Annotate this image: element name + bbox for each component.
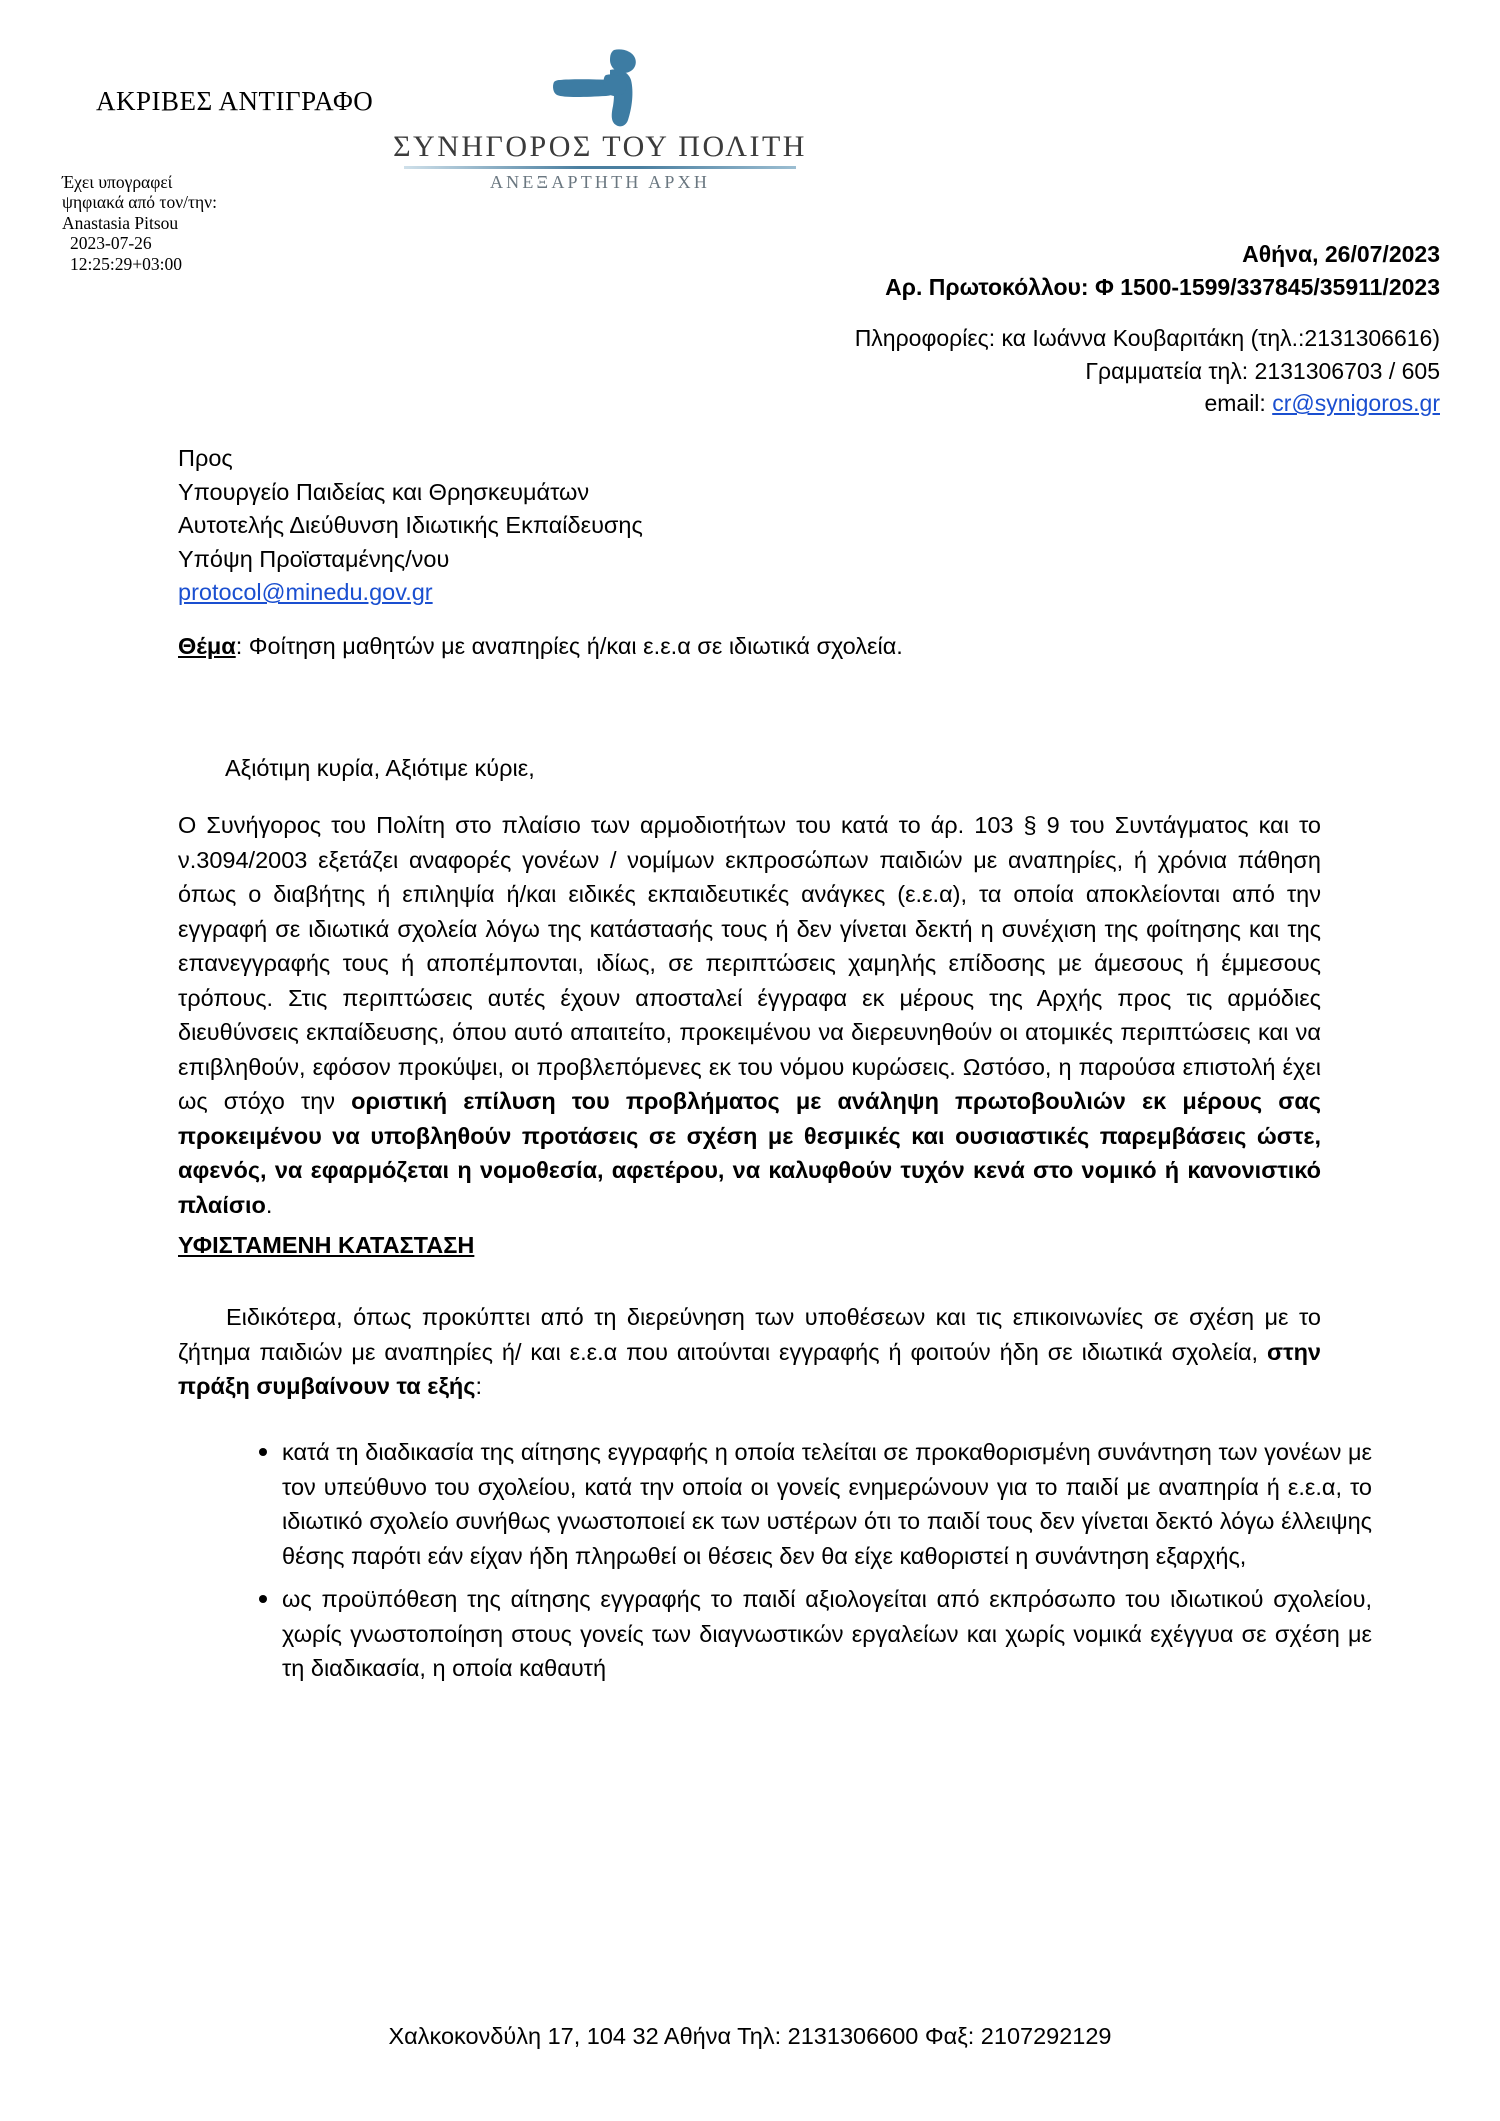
page-footer: Χαλκοκονδύλη 17, 104 32 Αθήνα Τηλ: 2131306600 Φαξ: 2107292129: [388, 2023, 1112, 2049]
list-item: • ως προϋπόθεση της αίτησης εγγραφής το παιδί αξιολογείται από εκπρόσωπο του ιδιωτικού σχολείου, χωρίς γνωστοποίηση στους γονείς των διαγνωστικών εργαλείων και χωρίς νομικά εχέγγυα σε σχέση με τη διαδικασία, η οποία καθαυτή: [282, 1579, 1372, 1686]
paragraph-2-emphasis: στην πράξη συμβαίνουν τα εξής: [178, 1338, 1321, 1400]
recipient-ministry: Υπουργείο Παιδείας και Θρησκευμάτων: [178, 478, 590, 505]
body-paragraph-2: [178, 1300, 1321, 1404]
section-heading-current-situation: ΥΦΙΣΤΑΜΕΝΗ ΚΑΤΑΣΤΑΣΗ: [178, 1232, 475, 1258]
signature-date: 2023-07-26: [70, 233, 152, 254]
protocol-number: Αρ. Πρωτοκόλλου: Φ 1500-1599/337845/35911/2023: [885, 274, 1440, 301]
salutation: Αξιότιμη κυρία, Αξιότιμε κύριε,: [225, 755, 535, 781]
logo-subtitle: ΑΝΕΞΑΡΤΗΤΗ ΑΡΧΗ: [489, 172, 711, 192]
digital-signature-block: [62, 172, 217, 274]
place-and-date: Αθήνα, 26/07/2023: [1242, 241, 1440, 267]
signature-signer-name: Anastasia Pitsou: [62, 212, 179, 233]
body-paragraph-1: [178, 808, 1321, 1222]
list-item: • κατά τη διαδικασία της αίτησης εγγραφής η οποία τελείται σε προκαθορισμένη συνάντηση των γονέων με τον υπεύθυνο του σχολείου, κατά την οποία οι γονείς ενημερώνουν για το παιδί με αναπηρία ή ε.ε.α, το ιδιωτικό σχολείο συνήθως γνωστοποιεί εκ των υστέρων ότι το παιδί τους δεν γίνεται δεκτό λόγω έλλειψης θέσης παρότι εάν είχαν ήδη πληρωθεί οι θέσεις δεν θα είχε καθοριστεί η συνάντηση εξαρχής,: [282, 1432, 1372, 1573]
logo-title: ΣΥΝΗΓΟΡΟΣ ΤΟΥ ΠΟΛΙΤΗ: [393, 130, 807, 163]
recipient-directorate: Αυτοτελής Διεύθυνση Ιδιωτικής Εκπαίδευσης: [178, 512, 643, 539]
email-label: email:: [1204, 390, 1273, 417]
recipient-email-link[interactable]: protocol@minedu.gov.gr: [178, 579, 433, 606]
email-line: [855, 387, 1440, 420]
paragraph-1-text-a: Ο Συνήγορος του Πολίτη στο πλαίσιο των αρμοδιοτήτων του κατά το άρ. 103 § 9 του Συντάγματος και το ν.3094/2003 εξετάζει αναφορές γονέων / νομίμων εκπροσώπων παιδιών με αναπηρίες, ή χρόνια πάθηση όπως ο διαβήτης ή επιληψία ή/και ειδικές εκπαιδευτικές ανάγκες (ε.ε.α), τα οποία αποκλείονται από την εγγραφή σε ιδιωτικά σχολεία λόγω της κατάστασής τους ή δεν γίνεται δεκτή η συνέχιση της φοίτησης και της επανεγγραφής τους ή αποπέμπονται, ιδίως, σε περιπτώσεις χαμηλής επίδοσης με άμεσους ή έμμεσους τρόπους. Στις περιπτώσεις αυτές έχουν αποσταλεί έγγραφα εκ μέρους της Αρχής προς τις αρμόδιες διευθύνσεις εκπαίδευσης, όπου αυτό απαιτείτο, προκειμένου να διερευνηθούν οι ατομικές περιπτώσεις και να επιβληθούν, εφόσον προκύψει, οι προβλεπόμενες εκ του νόμου κυρώσεις. Ωστόσο, η παρούσα επιστολή έχει ως στόχο την: [178, 812, 1321, 1115]
paragraph-1-text-b: .: [265, 1191, 273, 1218]
logo-divider: [404, 166, 796, 169]
organization-logo: [390, 48, 810, 193]
signature-line-1: Έχει υπογραφεί: [62, 172, 173, 192]
sender-email-link[interactable]: cr@synigoros.gr: [1272, 390, 1440, 417]
paragraph-1-emphasis: οριστική επίλυση του προβλήματος με ανάληψη πρωτοβουλιών εκ μέρους σας προκειμένου να υποβληθούν προτάσεις σε σχέση με θεσμικές και ουσιαστικές παρεμβάσεις ώστε, αφενός, να εφαρμόζεται η νομοθεσία, αφετέρου, να καλυφθούν τυχόν κενά στο νομικό ή κανονιστικό πλαίσιο: [178, 1088, 1321, 1218]
recipient-to-label: Προς: [178, 445, 233, 471]
recipient-block: [178, 442, 643, 610]
subject-label: Θέμα: [178, 633, 236, 659]
signature-time: 12:25:29+03:00: [70, 253, 182, 274]
subject-separator: :: [235, 633, 249, 659]
signature-line-2: ψηφιακά από τον/την:: [62, 192, 217, 213]
ombudsman-figure-icon: [540, 48, 660, 128]
paragraph-2-text-a: Ειδικότερα, όπως προκύπτει από τη διερεύνηση των υποθέσεων και τις επικοινωνίες σε σχέση με το ζήτημα παιδιών με αναπηρίες ή/ και ε.ε.α που αιτούνται εγγραφής ή φοιτούν ήδη σε ιδιωτικά σχολεία,: [178, 1304, 1321, 1365]
secretariat-phone-line: Γραμματεία τηλ: 2131306703 / 605: [1085, 357, 1440, 384]
document-meta: [885, 238, 1440, 305]
findings-bullet-list: [232, 1432, 1372, 1692]
contact-person-line: Πληροφορίες: κα Ιωάννα Κουβαριτάκη (τηλ.:2131306616): [854, 325, 1440, 351]
recipient-attention: Υπόψη Προϊσταμένης/νου: [178, 545, 450, 572]
subject-text: Φοίτηση μαθητών με αναπηρίες ή/και ε.ε.α σε ιδιωτικά σχολεία.: [248, 633, 903, 659]
certified-copy-label: ΑΚΡΙΒΕΣ ΑΝΤΙΓΡΑΦΟ: [96, 86, 374, 116]
subject-line: [178, 633, 903, 660]
contact-info: [855, 322, 1440, 420]
paragraph-2-text-b: :: [475, 1373, 483, 1400]
